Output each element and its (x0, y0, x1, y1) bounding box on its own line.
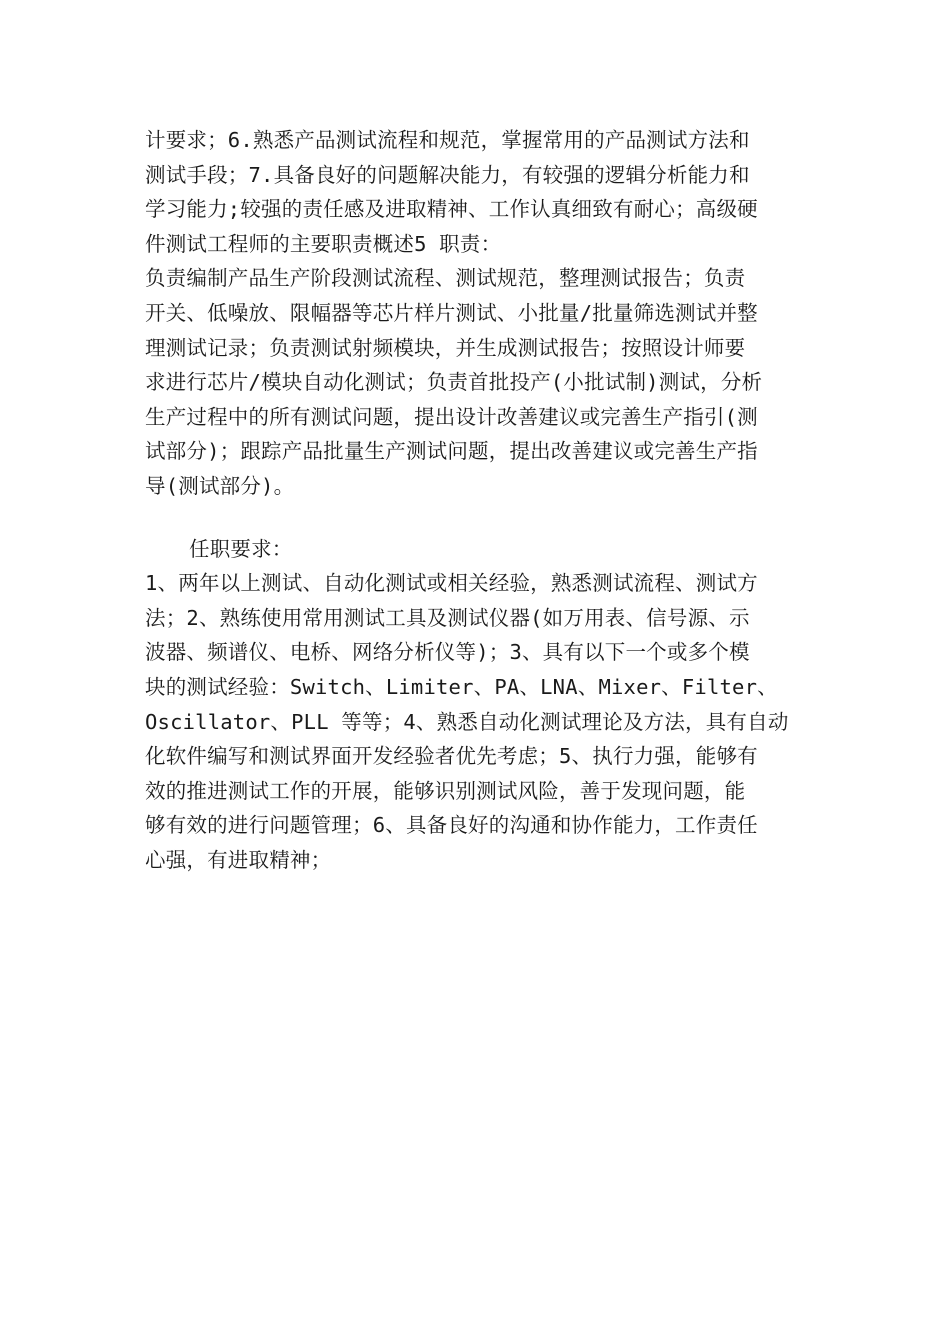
text-line: 波器、频谱仪、电桥、网络分析仪等)；3、具有以下一个或多个模 (145, 640, 750, 665)
text-line: 够有效的进行问题管理；6、具备良好的沟通和协作能力，工作责任 (145, 813, 758, 838)
section-heading: 任职要求： (189, 536, 293, 561)
text-line: 计要求；6.熟悉产品测试流程和规范，掌握常用的产品测试方法和 (145, 128, 750, 152)
document-body (145, 123, 810, 877)
text-line: 学习能力;较强的责任感及进取精神、工作认真细致有耐心；高级硬 (145, 197, 758, 222)
text-line: 化软件编写和测试界面开发经验者优先考虑；5、执行力强，能够有 (145, 744, 758, 769)
text-line: 试部分)；跟踪产品批量生产测试问题，提出改善建议或完善生产指 (145, 439, 758, 464)
text-line: 生产过程中的所有测试问题，提出设计改善建议或完善生产指引(测 (145, 404, 758, 429)
text-line: 开关、低噪放、限幅器等芯片样片测试、小批量/批量筛选测试并整 (145, 300, 758, 325)
text-line: 块的测试经验：Switch、Limiter、PA、LNA、Mixer、Filter、 (145, 674, 778, 699)
paragraph-gap (145, 504, 810, 532)
text-line: 求进行芯片/模块自动化测试；负责首批投产(小批试制)测试，分析 (145, 370, 763, 395)
text-line: 理测试记录；负责测试射频模块，并生成测试报告；按照设计师要 (145, 335, 746, 360)
text-line: 法；2、熟练使用常用测试工具及测试仪器(如万用表、信号源、示 (145, 605, 750, 630)
text-line: 心强，有进取精神； (145, 847, 332, 872)
text-line: Oscillator、PLL 等等；4、熟悉自动化测试理论及方法，具有自动 (145, 709, 789, 734)
text-line: 件测试工程师的主要职责概述5 职责： (145, 231, 502, 256)
text-line: 负责编制产品生产阶段测试流程、测试规范，整理测试报告；负责 (145, 266, 746, 291)
text-line: 测试手段；7.具备良好的问题解决能力，有较强的逻辑分析能力和 (145, 162, 750, 187)
text-line: 效的推进测试工作的开展，能够识别测试风险，善于发现问题，能 (145, 778, 746, 803)
text-line: 1、两年以上测试、自动化测试或相关经验，熟悉测试流程、测试方 (145, 571, 758, 596)
text-line: 导(测试部分)。 (145, 473, 295, 498)
